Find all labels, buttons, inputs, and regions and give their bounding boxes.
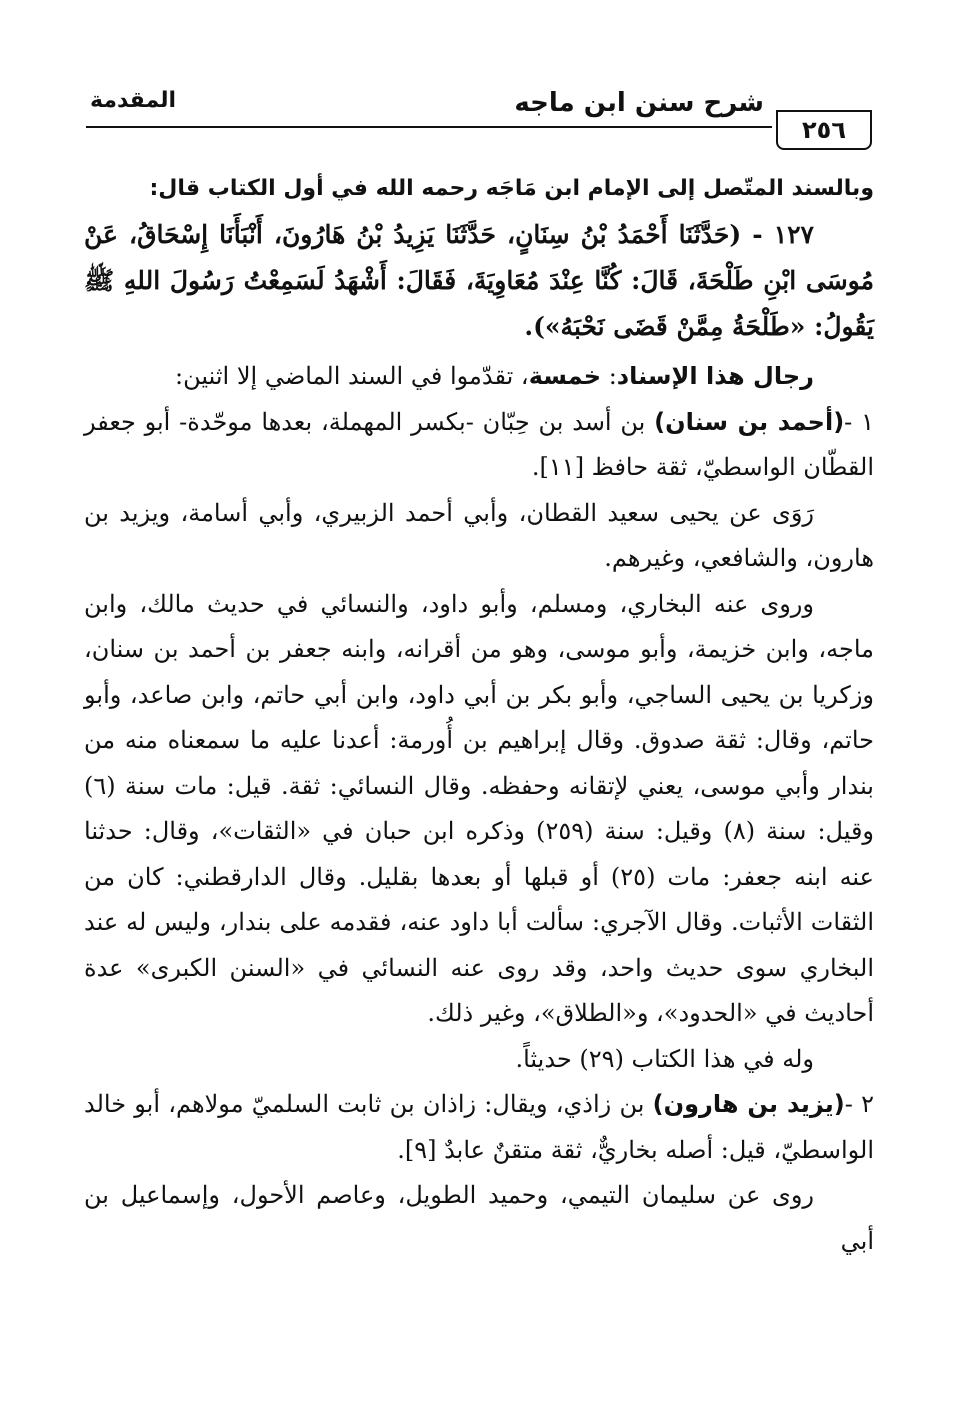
section-title: المقدمة bbox=[90, 88, 177, 113]
narrator-2-text: بن زاذي، ويقال: زاذان بن ثابت السلميّ مولاهم، أبو خالد الواسطيّ، قيل: أصله بخاريٌّ، ثقة متقنٌ عابدٌ [٩]. bbox=[84, 1090, 874, 1164]
intro-line: وبالسند المتّصل إلى الإمام ابن مَاجَه رحمه الله في أول الكتاب قال: bbox=[149, 176, 874, 201]
narrator-2-teachers: روى عن سليمان التيمي، وحميد الطويل، وعاصم الأحول، وإسماعيل بن أبي bbox=[84, 1181, 874, 1255]
rijal-heading: رجال هذا الإسناد: خمسة، تقدّموا في السند الماضي إلا اثنين: bbox=[175, 362, 814, 390]
narrator-1-students: وروى عنه البخاري، ومسلم، وأبو داود، والنسائي في حديث مالك، وابن ماجه، وابن خزيمة، وأبو موسى، وهو من أقرانه، وابنه جعفر بن أحمد بن سنان، وزكريا بن يحيى الساجي، وأبو بكر بن أبي داود، وابن أبي حاتم، وابن صاعد، وأبو حاتم، وقال: ثقة صدوق. وقال إبراهيم بن أُورمة: أعدنا عليه ما سمعناه منه من بندار وأبي موسى، يعني لإتقانه وحفظه. وقال النسائي: ثقة. قيل: مات سنة (٦) وقيل: سنة (٨) وقيل: سنة (٢٥٩) وذكره ابن حبان في «الثقات»، وقال: حدثنا عنه ابنه جعفر: مات (٢٥) أو قبلها أو بعدها بقليل. وقال الدارقطني: كان من الثقات الأثبات. وقال الآجري: سألت أبا داود عنه، فقدمه على بندار، وليس له عند البخاري سوى حديث واحد، وقد روى عنه النسائي في «السنن الكبرى» عدة أحاديث في «الحدود»، و«الطلاق»، وغير ذلك. bbox=[84, 589, 875, 1027]
narrator-2-number: ٢ - bbox=[844, 1090, 874, 1118]
narrator-1-teachers: رَوَى عن يحيى سعيد القطان، وأبي أحمد الزبيري، وأبي أسامة، ويزيد بن هارون، والشافعي، وغيرهم. bbox=[84, 498, 874, 572]
narrator-2-entry bbox=[84, 1082, 874, 1173]
rijal-count: خمسة bbox=[528, 362, 602, 390]
header-rule bbox=[86, 126, 772, 128]
narrator-1-text: بن أسد بن حِبّان -بكسر المهملة، بعدها موحّدة- أبو جعفر القطّان الواسطيّ، ثقة حافظ [١١]. bbox=[84, 407, 874, 481]
narrator-2-name: (يزيد بن هارون) bbox=[652, 1090, 845, 1118]
narrator-1-name: (أحمد بن سنان) bbox=[654, 407, 845, 436]
page-number: ٢٥٦ bbox=[776, 110, 872, 150]
page-header bbox=[86, 88, 872, 148]
book-title: شرح سنن ابن ماجه bbox=[514, 88, 764, 118]
narrator-1-hadith-count: وله في هذا الكتاب (٢٩) حديثاً. bbox=[515, 1044, 814, 1073]
hadith-text: ١٢٧ - (حَدَّثَنَا أَحْمَدُ بْنُ سِنَانٍ، حَدَّثَنَا يَزِيدُ بْنُ هَارُونَ، أَنْبَأَنَا إِسْحَاقُ، عَنْ مُوسَى ابْنِ طَلْحَةَ، قَالَ: كُنَّا عِنْدَ مُعَاوِيَةَ، فَقَالَ: أَشْهَدُ لَسَمِعْتُ رَسُولَ اللهِ ﷺ يَقُولُ: «طَلْحَةُ مِمَّنْ قَضَى نَحْبَهُ»). bbox=[84, 220, 874, 341]
page-body bbox=[84, 170, 874, 1264]
rijal-rest: ، تقدّموا في السند الماضي إلا اثنين: bbox=[175, 362, 529, 390]
narrator-1-entry bbox=[84, 400, 874, 491]
rijal-lead: رجال هذا الإسناد bbox=[616, 362, 814, 390]
narrator-1-number: ١ - bbox=[844, 407, 874, 436]
